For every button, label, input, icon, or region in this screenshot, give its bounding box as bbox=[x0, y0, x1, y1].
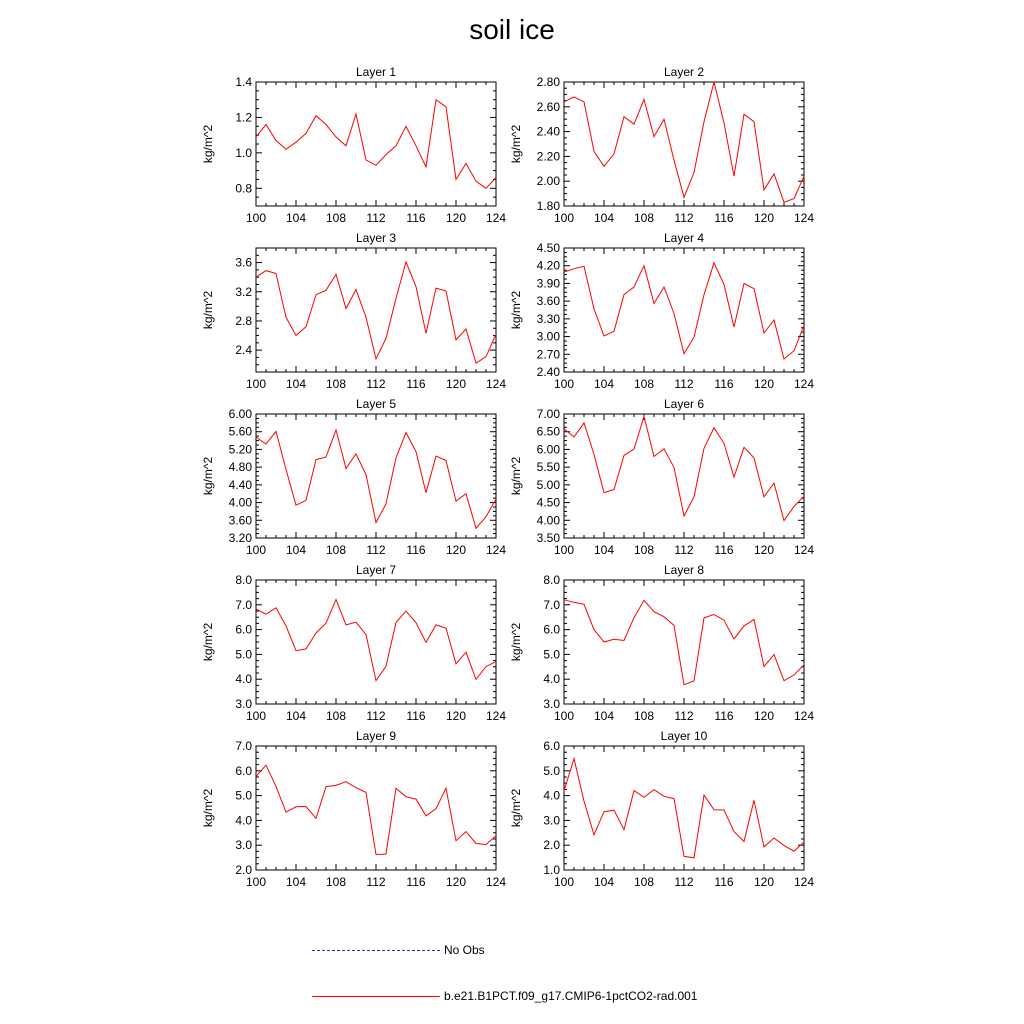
panel-6-ytick-label: 4.00 bbox=[536, 513, 560, 528]
panel-1-ytick-label: 1.4 bbox=[235, 75, 252, 89]
panel-8-xtick-label: 116 bbox=[714, 709, 734, 723]
panel-9-ylabel: kg/m^2 bbox=[201, 788, 215, 828]
panel-3-ytick-label: 2.4 bbox=[235, 343, 252, 358]
panel-9-xtick-label: 100 bbox=[245, 875, 267, 889]
panel-2-series-line bbox=[564, 82, 804, 202]
panel-5-xtick-label: 108 bbox=[325, 543, 347, 557]
panel-3-xtick-label: 120 bbox=[445, 377, 467, 391]
panel-1-xtick-label: 108 bbox=[325, 211, 347, 225]
panel-3-ytick-label: 2.8 bbox=[235, 313, 252, 328]
panel-9-xtick-label: 120 bbox=[445, 875, 467, 889]
panel-4-ytick-label: 4.20 bbox=[536, 258, 560, 273]
panel-1-ytick-label: 1.0 bbox=[235, 145, 252, 160]
panel-6-xtick-label: 116 bbox=[714, 543, 734, 557]
panel-6-xtick-label: 100 bbox=[553, 543, 575, 557]
legend-model bbox=[312, 988, 697, 1004]
panel-10-xtick-label: 112 bbox=[674, 875, 694, 889]
panel-5-ytick-label: 5.20 bbox=[228, 442, 252, 457]
panel-4-xtick-label: 120 bbox=[753, 377, 775, 391]
panel-5-ytick-label: 3.20 bbox=[228, 531, 252, 545]
panel-7-ytick-label: 5.0 bbox=[235, 647, 252, 662]
panel-5-ytick-label: 5.60 bbox=[228, 424, 252, 439]
panel-10-ytick-label: 3.0 bbox=[543, 813, 560, 828]
panel-7-ytick-label: 3.0 bbox=[235, 697, 252, 711]
panel-3-ytick-label: 3.6 bbox=[235, 255, 252, 270]
panel-8-xtick-label: 112 bbox=[674, 709, 694, 723]
panel-8-title: Layer 8 bbox=[663, 563, 705, 577]
panel-7-series-line bbox=[256, 600, 496, 681]
panel-2-xtick-label: 108 bbox=[633, 211, 655, 225]
panel-7-ytick-label: 6.0 bbox=[235, 622, 252, 637]
panel-8-ytick-label: 7.0 bbox=[543, 597, 560, 612]
panel-4-xtick-label: 124 bbox=[793, 377, 815, 391]
panel-2-xtick-label: 100 bbox=[553, 211, 575, 225]
panel-5-frame bbox=[256, 414, 496, 538]
panel-3-ylabel: kg/m^2 bbox=[201, 290, 215, 330]
legend-no-obs-label: No Obs bbox=[444, 943, 485, 957]
panel-2-ytick-label: 2.20 bbox=[536, 149, 560, 164]
panel-9-title: Layer 9 bbox=[355, 729, 397, 743]
panel-8-xtick-label: 104 bbox=[593, 709, 615, 723]
panel-2-ytick-label: 2.00 bbox=[536, 174, 560, 189]
panel-7-xtick-label: 120 bbox=[445, 709, 467, 723]
panel-4-xtick-label: 108 bbox=[633, 377, 655, 391]
panel-7-xtick-label: 124 bbox=[485, 709, 507, 723]
panel-9-ytick-label: 3.0 bbox=[235, 838, 252, 853]
panel-6-xtick-label: 120 bbox=[753, 543, 775, 557]
panel-6-ytick-label: 3.50 bbox=[536, 531, 560, 545]
panel-6-ytick-label: 7.00 bbox=[536, 407, 560, 421]
panel-2-ytick-label: 2.40 bbox=[536, 124, 560, 139]
panel-8-xtick-label: 108 bbox=[633, 709, 655, 723]
panel-10-ytick-label: 5.0 bbox=[543, 763, 560, 778]
panel-10-xtick-label: 100 bbox=[553, 875, 575, 889]
panel-6-ytick-label: 6.00 bbox=[536, 442, 560, 457]
panel-3-frame bbox=[256, 248, 496, 372]
panel-7-ylabel: kg/m^2 bbox=[201, 622, 215, 662]
panel-5-xtick-label: 100 bbox=[245, 543, 267, 557]
panel-6-xtick-label: 112 bbox=[674, 543, 694, 557]
panel-2-title: Layer 2 bbox=[663, 65, 705, 79]
panel-4-ytick-label: 2.40 bbox=[536, 365, 560, 379]
panel-3-xtick-label: 100 bbox=[245, 377, 267, 391]
panel-4-xtick-label: 116 bbox=[714, 377, 734, 391]
panel-6-series-line bbox=[564, 417, 804, 521]
panel-4-ytick-label: 3.90 bbox=[536, 276, 560, 291]
panel-8-xtick-label: 124 bbox=[793, 709, 815, 723]
panel-1-xtick-label: 120 bbox=[445, 211, 467, 225]
panel-8-ylabel: kg/m^2 bbox=[509, 622, 523, 662]
panel-1-ytick-label: 0.8 bbox=[235, 181, 252, 196]
panel-5-xtick-label: 112 bbox=[366, 543, 386, 557]
panel-7-ytick-label: 7.0 bbox=[235, 597, 252, 612]
panel-7-xtick-label: 116 bbox=[406, 709, 426, 723]
panel-10-xtick-label: 116 bbox=[714, 875, 734, 889]
panel-4-xtick-label: 104 bbox=[593, 377, 615, 391]
panel-9-xtick-label: 116 bbox=[406, 875, 426, 889]
panel-8-ytick-label: 4.0 bbox=[543, 672, 560, 687]
panel-4-title: Layer 4 bbox=[663, 231, 705, 245]
panel-9-ytick-label: 4.0 bbox=[235, 813, 252, 828]
panel-4-ytick-label: 2.70 bbox=[536, 347, 560, 362]
panel-7-xtick-label: 108 bbox=[325, 709, 347, 723]
legend-model-label: b.e21.B1PCT.f09_g17.CMIP6-1pctCO2-rad.001 bbox=[444, 989, 698, 1003]
panel-3-xtick-label: 104 bbox=[285, 377, 307, 391]
panel-2-frame bbox=[564, 82, 804, 206]
panel-6-ytick-label: 6.50 bbox=[536, 424, 560, 439]
panel-8-ytick-label: 5.0 bbox=[543, 647, 560, 662]
panel-3-title: Layer 3 bbox=[355, 231, 397, 245]
panel-9-series-line bbox=[256, 765, 496, 855]
panel-9-ytick-label: 5.0 bbox=[235, 788, 252, 803]
panel-5-xtick-label: 116 bbox=[406, 543, 426, 557]
panel-3-xtick-label: 124 bbox=[485, 377, 507, 391]
panel-10-series-line bbox=[564, 759, 804, 858]
panel-1-title: Layer 1 bbox=[355, 65, 397, 79]
panel-6-xtick-label: 108 bbox=[633, 543, 655, 557]
panel-1-ylabel: kg/m^2 bbox=[201, 124, 215, 164]
panel-8-ytick-label: 3.0 bbox=[543, 697, 560, 711]
panel-2-xtick-label: 120 bbox=[753, 211, 775, 225]
panel-6-ylabel: kg/m^2 bbox=[509, 456, 523, 496]
panel-10-ytick-label: 1.0 bbox=[543, 863, 560, 877]
panel-5-xtick-label: 124 bbox=[485, 543, 507, 557]
panel-5-ytick-label: 4.80 bbox=[228, 460, 252, 475]
panel-2-ytick-label: 1.80 bbox=[536, 199, 560, 213]
panel-5-xtick-label: 120 bbox=[445, 543, 467, 557]
panel-1-frame bbox=[256, 82, 496, 206]
panel-9-xtick-label: 108 bbox=[325, 875, 347, 889]
panel-4-ytick-label: 4.50 bbox=[536, 241, 560, 255]
panel-2-xtick-label: 124 bbox=[793, 211, 815, 225]
panel-6-ytick-label: 5.50 bbox=[536, 460, 560, 475]
panel-7-xtick-label: 100 bbox=[245, 709, 267, 723]
panel-6-xtick-label: 104 bbox=[593, 543, 615, 557]
panel-4-series-line bbox=[564, 263, 804, 359]
panel-9-xtick-label: 112 bbox=[366, 875, 386, 889]
legend-no-obs-line bbox=[312, 950, 440, 951]
panel-1-xtick-label: 112 bbox=[366, 211, 386, 225]
panel-7-ytick-label: 8.0 bbox=[235, 573, 252, 587]
panel-10-xtick-label: 104 bbox=[593, 875, 615, 889]
panel-10-frame bbox=[564, 746, 804, 870]
panel-3-ytick-label: 3.2 bbox=[235, 284, 252, 299]
panel-5-ylabel: kg/m^2 bbox=[201, 456, 215, 496]
panel-9-ytick-label: 6.0 bbox=[235, 763, 252, 778]
panel-1-xtick-label: 116 bbox=[406, 211, 426, 225]
panel-10-xtick-label: 120 bbox=[753, 875, 775, 889]
panel-10-title: Layer 10 bbox=[660, 729, 708, 743]
panel-7-title: Layer 7 bbox=[355, 563, 397, 577]
panel-9-frame bbox=[256, 746, 496, 870]
panel-9-xtick-label: 124 bbox=[485, 875, 507, 889]
panel-5-ytick-label: 3.60 bbox=[228, 513, 252, 528]
panel-2-xtick-label: 104 bbox=[593, 211, 615, 225]
panel-6-title: Layer 6 bbox=[663, 397, 705, 411]
panel-3-xtick-label: 112 bbox=[366, 377, 386, 391]
panel-5-xtick-label: 104 bbox=[285, 543, 307, 557]
panel-7-ytick-label: 4.0 bbox=[235, 672, 252, 687]
panel-3-xtick-label: 108 bbox=[325, 377, 347, 391]
panel-1-series-line bbox=[256, 100, 496, 189]
panel-2-ytick-label: 2.60 bbox=[536, 99, 560, 114]
panel-6-ytick-label: 5.00 bbox=[536, 477, 560, 492]
panel-10-ytick-label: 6.0 bbox=[543, 739, 560, 753]
panel-2-ytick-label: 2.80 bbox=[536, 75, 560, 89]
legend-model-line bbox=[312, 996, 440, 997]
panel-10-ytick-label: 2.0 bbox=[543, 838, 560, 853]
panel-8-xtick-label: 100 bbox=[553, 709, 575, 723]
panel-4-xtick-label: 112 bbox=[674, 377, 694, 391]
panel-5-title: Layer 5 bbox=[355, 397, 397, 411]
panel-7-xtick-label: 112 bbox=[366, 709, 386, 723]
panel-9-ytick-label: 2.0 bbox=[235, 863, 252, 877]
panel-8-frame bbox=[564, 580, 804, 704]
panel-5-series-line bbox=[256, 430, 496, 528]
panel-3-xtick-label: 116 bbox=[406, 377, 426, 391]
panel-10-xtick-label: 108 bbox=[633, 875, 655, 889]
panel-1-ytick-label: 1.2 bbox=[235, 110, 252, 125]
panel-4-ylabel: kg/m^2 bbox=[509, 290, 523, 330]
panel-10-xtick-label: 124 bbox=[793, 875, 815, 889]
panel-8-series-line bbox=[564, 600, 804, 685]
panel-5-ytick-label: 4.40 bbox=[228, 477, 252, 492]
panel-1-xtick-label: 104 bbox=[285, 211, 307, 225]
panel-10-ylabel: kg/m^2 bbox=[509, 788, 523, 828]
panel-5-ytick-label: 6.00 bbox=[228, 407, 252, 421]
panel-8-ytick-label: 6.0 bbox=[543, 622, 560, 637]
panel-4-xtick-label: 100 bbox=[553, 377, 575, 391]
panel-1-xtick-label: 124 bbox=[485, 211, 507, 225]
panel-2-xtick-label: 112 bbox=[674, 211, 694, 225]
panel-6-ytick-label: 4.50 bbox=[536, 495, 560, 510]
panel-8-xtick-label: 120 bbox=[753, 709, 775, 723]
legend-no-obs bbox=[312, 942, 485, 958]
panel-4-ytick-label: 3.00 bbox=[536, 329, 560, 344]
panel-2-xtick-label: 116 bbox=[714, 211, 734, 225]
panel-4-ytick-label: 3.60 bbox=[536, 294, 560, 309]
panel-2-ylabel: kg/m^2 bbox=[509, 124, 523, 164]
panel-1-xtick-label: 100 bbox=[245, 211, 267, 225]
figure-title: soil ice bbox=[469, 14, 555, 45]
panel-3-series-line bbox=[256, 262, 496, 363]
panel-9-xtick-label: 104 bbox=[285, 875, 307, 889]
panel-7-xtick-label: 104 bbox=[285, 709, 307, 723]
panel-10-ytick-label: 4.0 bbox=[543, 788, 560, 803]
panel-9-ytick-label: 7.0 bbox=[235, 739, 252, 753]
panel-6-xtick-label: 124 bbox=[793, 543, 815, 557]
panel-8-ytick-label: 8.0 bbox=[543, 573, 560, 587]
panel-4-ytick-label: 3.30 bbox=[536, 311, 560, 326]
panel-5-ytick-label: 4.00 bbox=[228, 495, 252, 510]
